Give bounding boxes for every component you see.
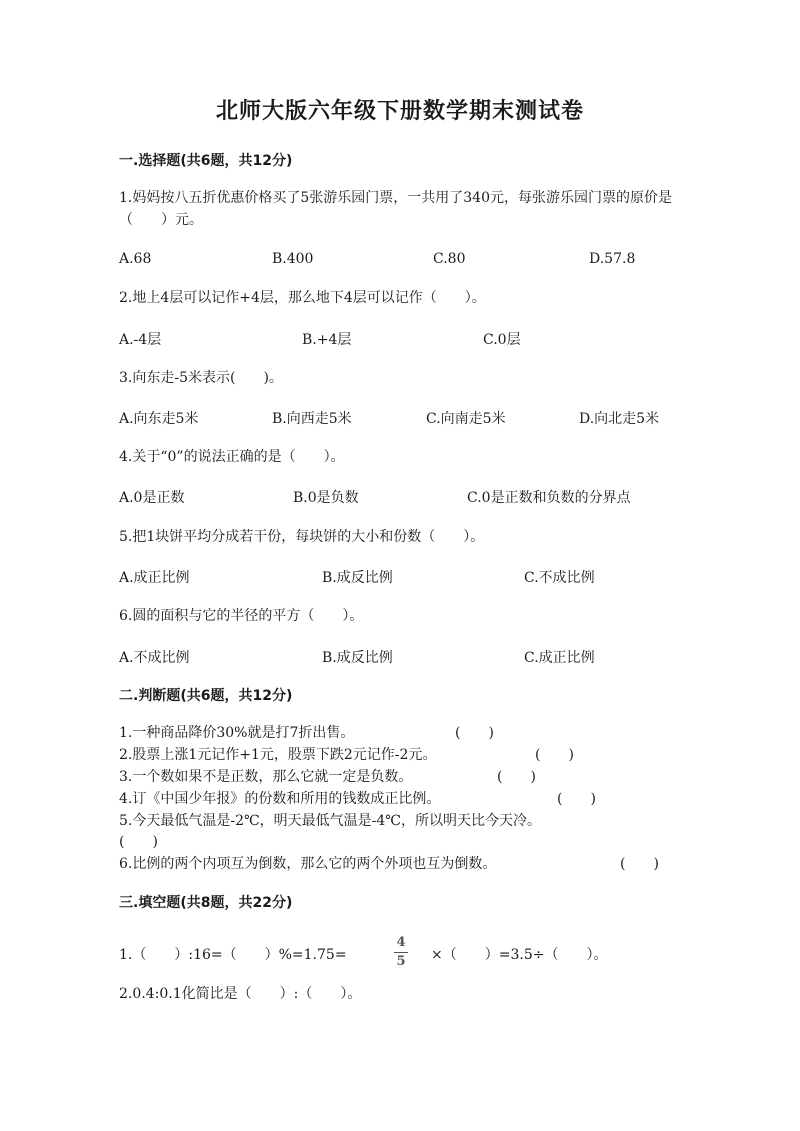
page-title: 北师大版六年级下册数学期末测试卷 xyxy=(215,99,584,124)
option-c: C.不成比例 xyxy=(524,570,595,586)
option-a: A.向东走5米 xyxy=(119,411,199,427)
question-text-left: 1.（ ）:16=（ ）%=1.75= xyxy=(119,947,347,963)
statement-text: 2.股票上涨1元记作+1元，股票下跌2元记作-2元。 xyxy=(119,747,437,763)
statement-text: 1.一种商品降价30%就是打7折出售。 xyxy=(119,725,355,741)
statement-text: 5.今天最低气温是-2℃，明天最低气温是-4℃，所以明天比今天冷。 xyxy=(119,813,541,829)
option-b: B.成反比例 xyxy=(322,650,393,666)
option-a: A.68 xyxy=(119,251,152,267)
statement-text: 6.比例的两个内项互为倒数，那么它的两个外项也互为倒数。 xyxy=(119,856,497,872)
option-a: A.不成比例 xyxy=(119,650,190,666)
question-text: 2.0.4:0.1化简比是（ ）:（ ）。 xyxy=(119,986,362,1002)
question-text: 6.圆的面积与它的半径的平方（ ）。 xyxy=(119,608,364,624)
option-c: C.向南走5米 xyxy=(426,411,506,427)
answer-blank: ( ) xyxy=(620,856,659,872)
answer-blank: ( ) xyxy=(535,747,574,763)
answer-blank: ( ) xyxy=(557,791,596,807)
question-text: 3.向东走-5米表示( )。 xyxy=(119,370,283,386)
answer-blank: ( ) xyxy=(455,725,494,741)
question-text: 5.把1块饼平均分成若干份，每块饼的大小和份数（ ）。 xyxy=(119,529,485,545)
section-heading-judgement: 二.判断题(共6题，共12分) xyxy=(119,688,293,704)
option-d: D.向北走5米 xyxy=(579,411,660,427)
option-c: C.80 xyxy=(433,251,466,267)
answer-blank: ( ) xyxy=(497,769,536,785)
question-text: 1.妈妈按八五折优惠价格买了5张游乐园门票，一共用了340元，每张游乐园门票的原价是（ ）元。 xyxy=(119,190,672,228)
option-d: D.57.8 xyxy=(589,251,636,267)
statement-text: 4.订《中国少年报》的份数和所用的钱数成正比例。 xyxy=(119,791,441,807)
option-b: B.+4层 xyxy=(302,332,352,348)
fraction-denominator: 5 xyxy=(396,954,406,969)
option-a: A.成正比例 xyxy=(119,570,190,586)
option-b: B.0是负数 xyxy=(293,490,359,506)
option-a: A.-4层 xyxy=(119,332,162,348)
fraction-bar xyxy=(394,952,408,953)
question-text: 4.关于“0”的说法正确的是（ ）。 xyxy=(119,449,345,465)
fraction-numerator: 4 xyxy=(396,935,406,950)
option-b: B.成反比例 xyxy=(322,570,393,586)
option-c: C.0层 xyxy=(483,332,521,348)
option-c: C.0是正数和负数的分界点 xyxy=(467,490,631,506)
section-heading-choice: 一.选择题(共6题，共12分) xyxy=(119,153,293,169)
statement-text: 3.一个数如果不是正数，那么它就一定是负数。 xyxy=(119,769,413,785)
option-b: B.向西走5米 xyxy=(272,411,352,427)
fraction xyxy=(392,935,410,970)
answer-blank: ( ) xyxy=(119,834,158,850)
option-c: C.成正比例 xyxy=(524,650,595,666)
question-text: 2.地上4层可以记作+4层，那么地下4层可以记作（ ）。 xyxy=(119,290,486,306)
section-heading-fill: 三.填空题(共8题，共22分) xyxy=(119,895,293,911)
option-b: B.400 xyxy=(272,251,314,267)
question-text-right: ×（ ）=3.5÷（ ）。 xyxy=(431,947,608,963)
option-a: A.0是正数 xyxy=(119,490,185,506)
